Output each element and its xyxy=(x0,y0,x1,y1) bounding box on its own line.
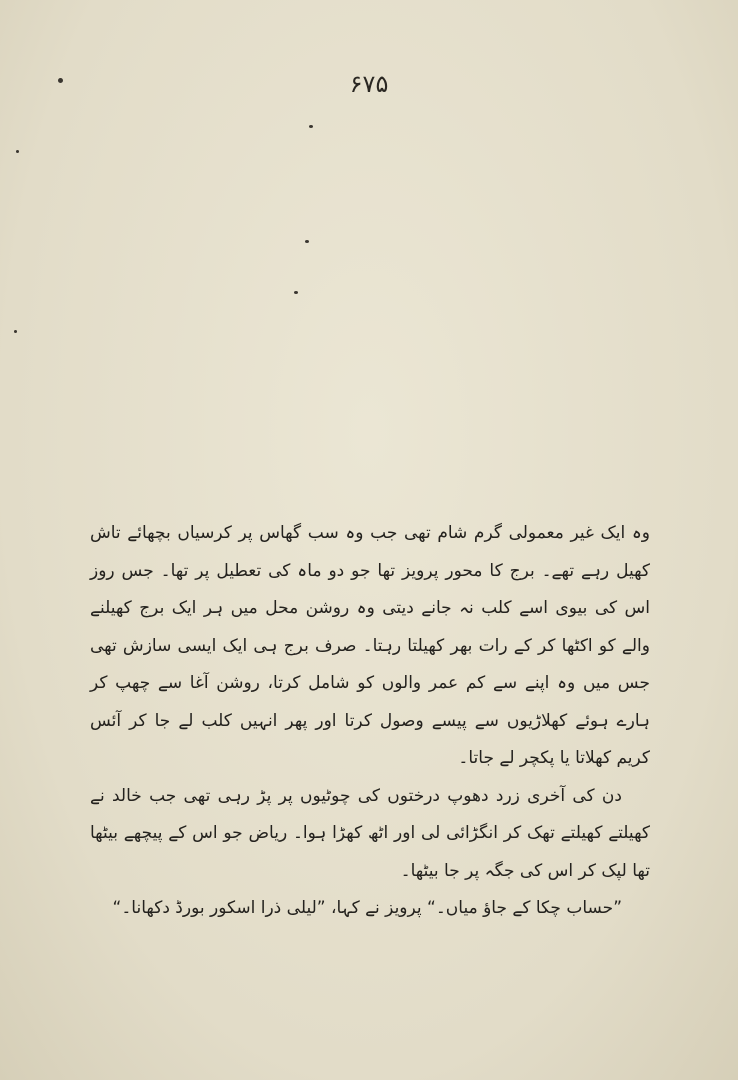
urdu-body-text xyxy=(90,515,650,928)
paragraph-1: وہ ایک غیر معمولی گرم شام تھی جب وہ سب گھاس پر کرسیاں بچھائے تاش کھیل رہے تھے۔ برج کا محور پرویز تھا جو دو ماہ کی تعطیل پر تھا۔ جس روز اس کی بیوی اسے کلب نہ جانے دیتی وہ روشن محل میں ہر ایک برج کھیلنے والے کو اکٹھا کر کے رات بھر کھیلتا رہتا۔ صرف برج ہی ایک ایسی سازش تھی جس میں وہ اپنے سے کم عمر والوں کو شامل کرتا، روشن آغا سے چھپ کر ہارے ہوئے کھلاڑیوں سے پیسے وصول کرتا اور پھر انہیں کلب لے جا کر آئس کریم کھلاتا یا پکچر لے جاتا۔ xyxy=(90,523,650,768)
ink-speck xyxy=(305,240,309,243)
paragraph-3: ”حساب چکا کے جاؤ میاں۔“ پرویز نے کہا، ”لیلی ذرا اسکور بورڈ دکھانا۔“ xyxy=(112,898,622,918)
ink-speck xyxy=(14,330,17,333)
ink-speck xyxy=(58,78,63,83)
ink-speck xyxy=(309,125,313,128)
paragraph-2: دن کی آخری زرد دھوپ درختوں کی چوٹیوں پر پڑ رہی تھی جب خالد نے کھیلتے کھیلتے تھک کر انگڑائی لی اور اٹھ کھڑا ہوا۔ ریاض جو اس کے پیچھے بیٹھا تھا لپک کر اس کی جگہ پر جا بیٹھا۔ xyxy=(90,785,650,881)
ink-speck xyxy=(16,150,19,153)
page-number: ۶۷۵ xyxy=(349,70,389,98)
ink-speck xyxy=(294,291,298,294)
